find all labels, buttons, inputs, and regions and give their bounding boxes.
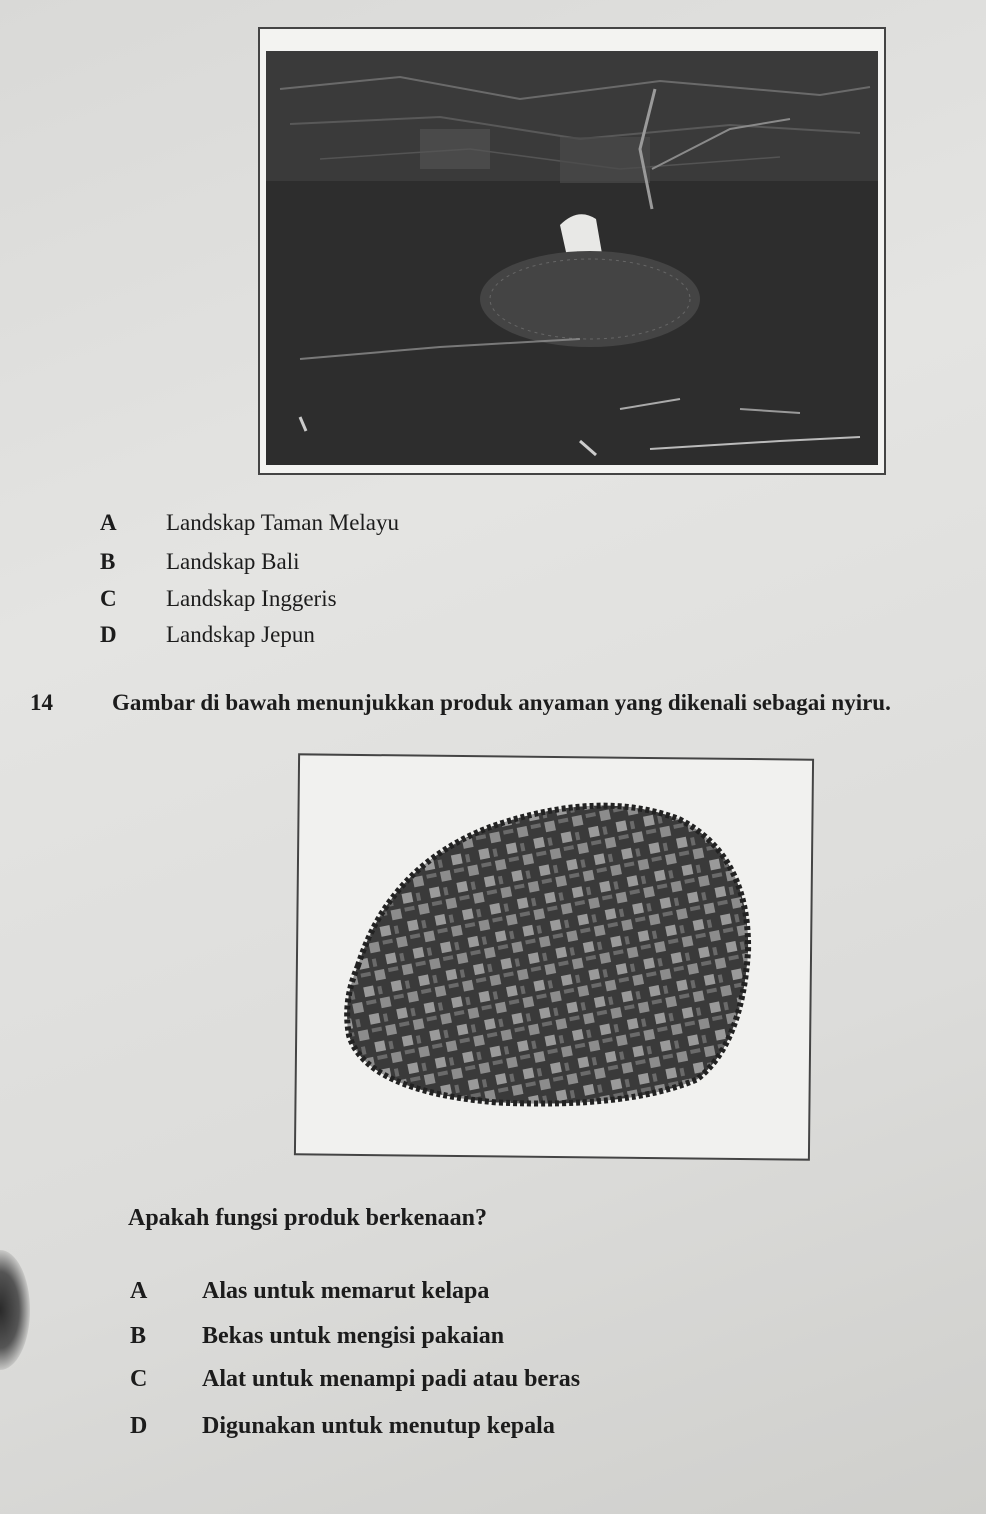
q14-option-a-letter: A — [130, 1278, 148, 1304]
nyiru-graphic — [296, 755, 812, 1158]
page-shadow — [0, 1250, 30, 1370]
sub-question: Apakah fungsi produk berkenaan? — [128, 1205, 488, 1231]
nyiru-photo — [294, 753, 814, 1160]
q13-option-d-text: Landskap Jepun — [166, 622, 315, 647]
q13-option-c — [100, 586, 337, 612]
q13-option-c-letter: C — [100, 586, 117, 611]
question-number: 14 — [30, 690, 53, 715]
q13-option-a-text: Landskap Taman Melayu — [166, 510, 400, 535]
q14-option-a-text: Alas untuk memarut kelapa — [202, 1278, 490, 1304]
q13-option-a — [100, 510, 399, 536]
q14-option-c-letter: C — [130, 1366, 148, 1392]
q13-option-a-letter: A — [100, 510, 117, 535]
q14-option-d — [130, 1413, 555, 1440]
question-text: Gambar di bawah menunjukkan produk anyaman yang dikenali sebagai nyiru. — [112, 690, 891, 715]
q14-option-b-text: Bekas untuk mengisi pakaian — [202, 1323, 505, 1349]
q13-option-b — [100, 549, 300, 575]
q13-option-b-text: Landskap Bali — [166, 549, 300, 574]
q14-option-a — [130, 1278, 489, 1305]
q14-option-c-text: Alat untuk menampi padi atau beras — [202, 1366, 581, 1392]
q13-option-c-text: Landskap Inggeris — [166, 586, 337, 611]
landscape-photo-graphic — [260, 29, 884, 473]
q13-option-d-letter: D — [100, 622, 117, 647]
q13-option-d — [100, 622, 315, 648]
q14-option-c — [130, 1366, 580, 1393]
q14-option-b — [130, 1323, 504, 1350]
q14-option-d-letter: D — [130, 1413, 148, 1439]
landscape-photo — [258, 27, 886, 475]
q14-option-d-text: Digunakan untuk menutup kepala — [202, 1413, 555, 1439]
q14-option-b-letter: B — [130, 1323, 147, 1349]
q13-option-b-letter: B — [100, 549, 116, 574]
